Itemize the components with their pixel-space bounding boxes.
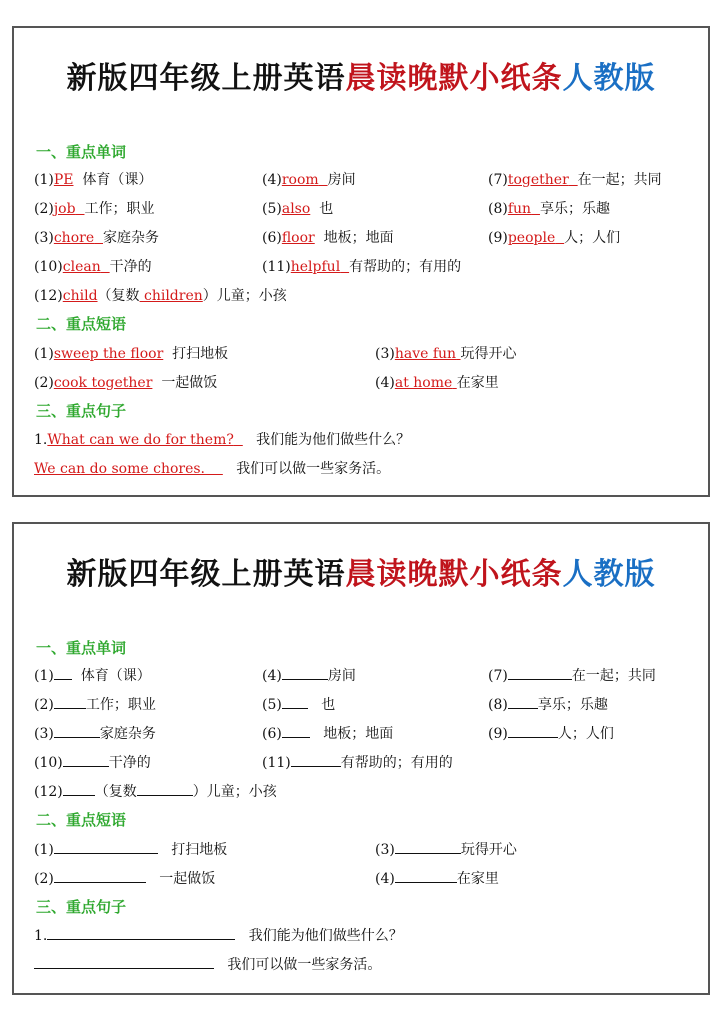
- sentence-row: [34, 954, 698, 978]
- phrase-item: (3)have fun 玩得开心: [375, 346, 517, 362]
- word-item: (8)fun 享乐；乐趣: [488, 201, 610, 217]
- word-row: [34, 285, 698, 309]
- phrase-item: (4)at home 在家里: [375, 375, 499, 391]
- phrase-item: (1) 打扫地板: [34, 839, 227, 859]
- word-row: [34, 198, 698, 222]
- word-item: (5)also 也: [262, 201, 334, 217]
- blank-line[interactable]: [508, 723, 558, 738]
- blank-line[interactable]: [54, 868, 146, 883]
- section-words-heading: 一、重点单词: [36, 639, 127, 657]
- blank-line[interactable]: [47, 925, 235, 940]
- section-sentences-heading: 三、重点句子: [36, 898, 127, 916]
- blank-line[interactable]: [54, 694, 86, 709]
- blank-line[interactable]: [54, 723, 100, 738]
- word-item: (11)helpful 有帮助的；有用的: [262, 259, 462, 275]
- word-item: (1) 体育（课）: [34, 665, 151, 685]
- word-item: (10)clean 干净的: [34, 259, 152, 275]
- blank-line[interactable]: [54, 839, 158, 854]
- word-item: (12)child（复数 children）儿童；小孩: [34, 288, 287, 304]
- word-row: [34, 723, 698, 747]
- blank-line[interactable]: [282, 694, 308, 709]
- blank-line[interactable]: [63, 781, 95, 796]
- blank-line[interactable]: [508, 694, 538, 709]
- sentence-item: 我们可以做一些家务活。: [34, 954, 381, 974]
- card-title: 新版四年级上册英语晨读晚默小纸条人教版: [66, 557, 656, 592]
- word-row: [34, 781, 698, 805]
- phrase-row: [34, 839, 698, 863]
- word-item: (4)room 房间: [262, 172, 356, 188]
- blank-line[interactable]: [137, 781, 193, 796]
- blank-line[interactable]: [282, 723, 310, 738]
- phrase-item: (2)cook together 一起做饭: [34, 375, 218, 391]
- word-item: (11) 有帮助的；有用的: [262, 752, 453, 772]
- word-item: (3) 家庭杂务: [34, 723, 156, 743]
- phrase-item: (2) 一起做饭: [34, 868, 215, 888]
- word-row: [34, 227, 698, 251]
- phrase-row: [34, 343, 698, 367]
- sentence-item: 1.What can we do for them? 我们能为他们做些什么？: [34, 432, 411, 448]
- blank-line[interactable]: [508, 665, 572, 680]
- word-row: [34, 694, 698, 718]
- word-item: (6) 地板；地面: [262, 723, 393, 743]
- word-item: (2) 工作；职业: [34, 694, 156, 714]
- word-item: (9) 人；人们: [488, 723, 614, 743]
- blank-line[interactable]: [282, 665, 328, 680]
- answer-card: [12, 26, 710, 497]
- word-item: (3)chore 家庭杂务: [34, 230, 160, 246]
- phrase-item: (3) 玩得开心: [375, 839, 517, 859]
- word-row: [34, 665, 698, 689]
- word-row: [34, 256, 698, 280]
- blank-line[interactable]: [395, 868, 457, 883]
- section-phrases-heading: 二、重点短语: [36, 811, 127, 829]
- blank-line[interactable]: [63, 752, 109, 767]
- section-sentences-heading: 三、重点句子: [36, 402, 127, 420]
- word-item: (7) 在一起；共同: [488, 665, 656, 685]
- phrase-row: [34, 868, 698, 892]
- word-item: (6)floor 地板；地面: [262, 230, 394, 246]
- word-item: (9)people 人；人们: [488, 230, 621, 246]
- word-item: (5) 也: [262, 694, 335, 714]
- word-item: (8) 享乐；乐趣: [488, 694, 608, 714]
- card-title: 新版四年级上册英语晨读晚默小纸条人教版: [66, 61, 656, 96]
- blank-line[interactable]: [291, 752, 341, 767]
- section-phrases-heading: 二、重点短语: [36, 315, 127, 333]
- sentence-item: We can do some chores. 我们可以做一些家务活。: [34, 461, 391, 477]
- word-item: (1)PE 体育（课）: [34, 172, 153, 188]
- word-item: (12) （复数 ）儿童；小孩: [34, 781, 277, 801]
- blank-card: [12, 522, 710, 995]
- word-row: [34, 752, 698, 776]
- word-item: (7)together 在一起；共同: [488, 172, 662, 188]
- blank-line[interactable]: [54, 665, 72, 680]
- word-item: (2)job 工作；职业: [34, 201, 155, 217]
- phrase-row: [34, 372, 698, 396]
- sentence-row: [34, 458, 698, 482]
- phrase-item: (4) 在家里: [375, 868, 499, 888]
- section-words-heading: 一、重点单词: [36, 143, 127, 161]
- sentence-row: [34, 925, 698, 949]
- phrase-item: (1)sweep the floor 打扫地板: [34, 346, 229, 362]
- word-item: (4) 房间: [262, 665, 356, 685]
- sentence-row: [34, 429, 698, 453]
- word-row: [34, 169, 698, 193]
- blank-line[interactable]: [34, 954, 214, 969]
- word-item: (10) 干净的: [34, 752, 151, 772]
- blank-line[interactable]: [395, 839, 461, 854]
- sentence-item: 1. 我们能为他们做些什么？: [34, 925, 403, 945]
